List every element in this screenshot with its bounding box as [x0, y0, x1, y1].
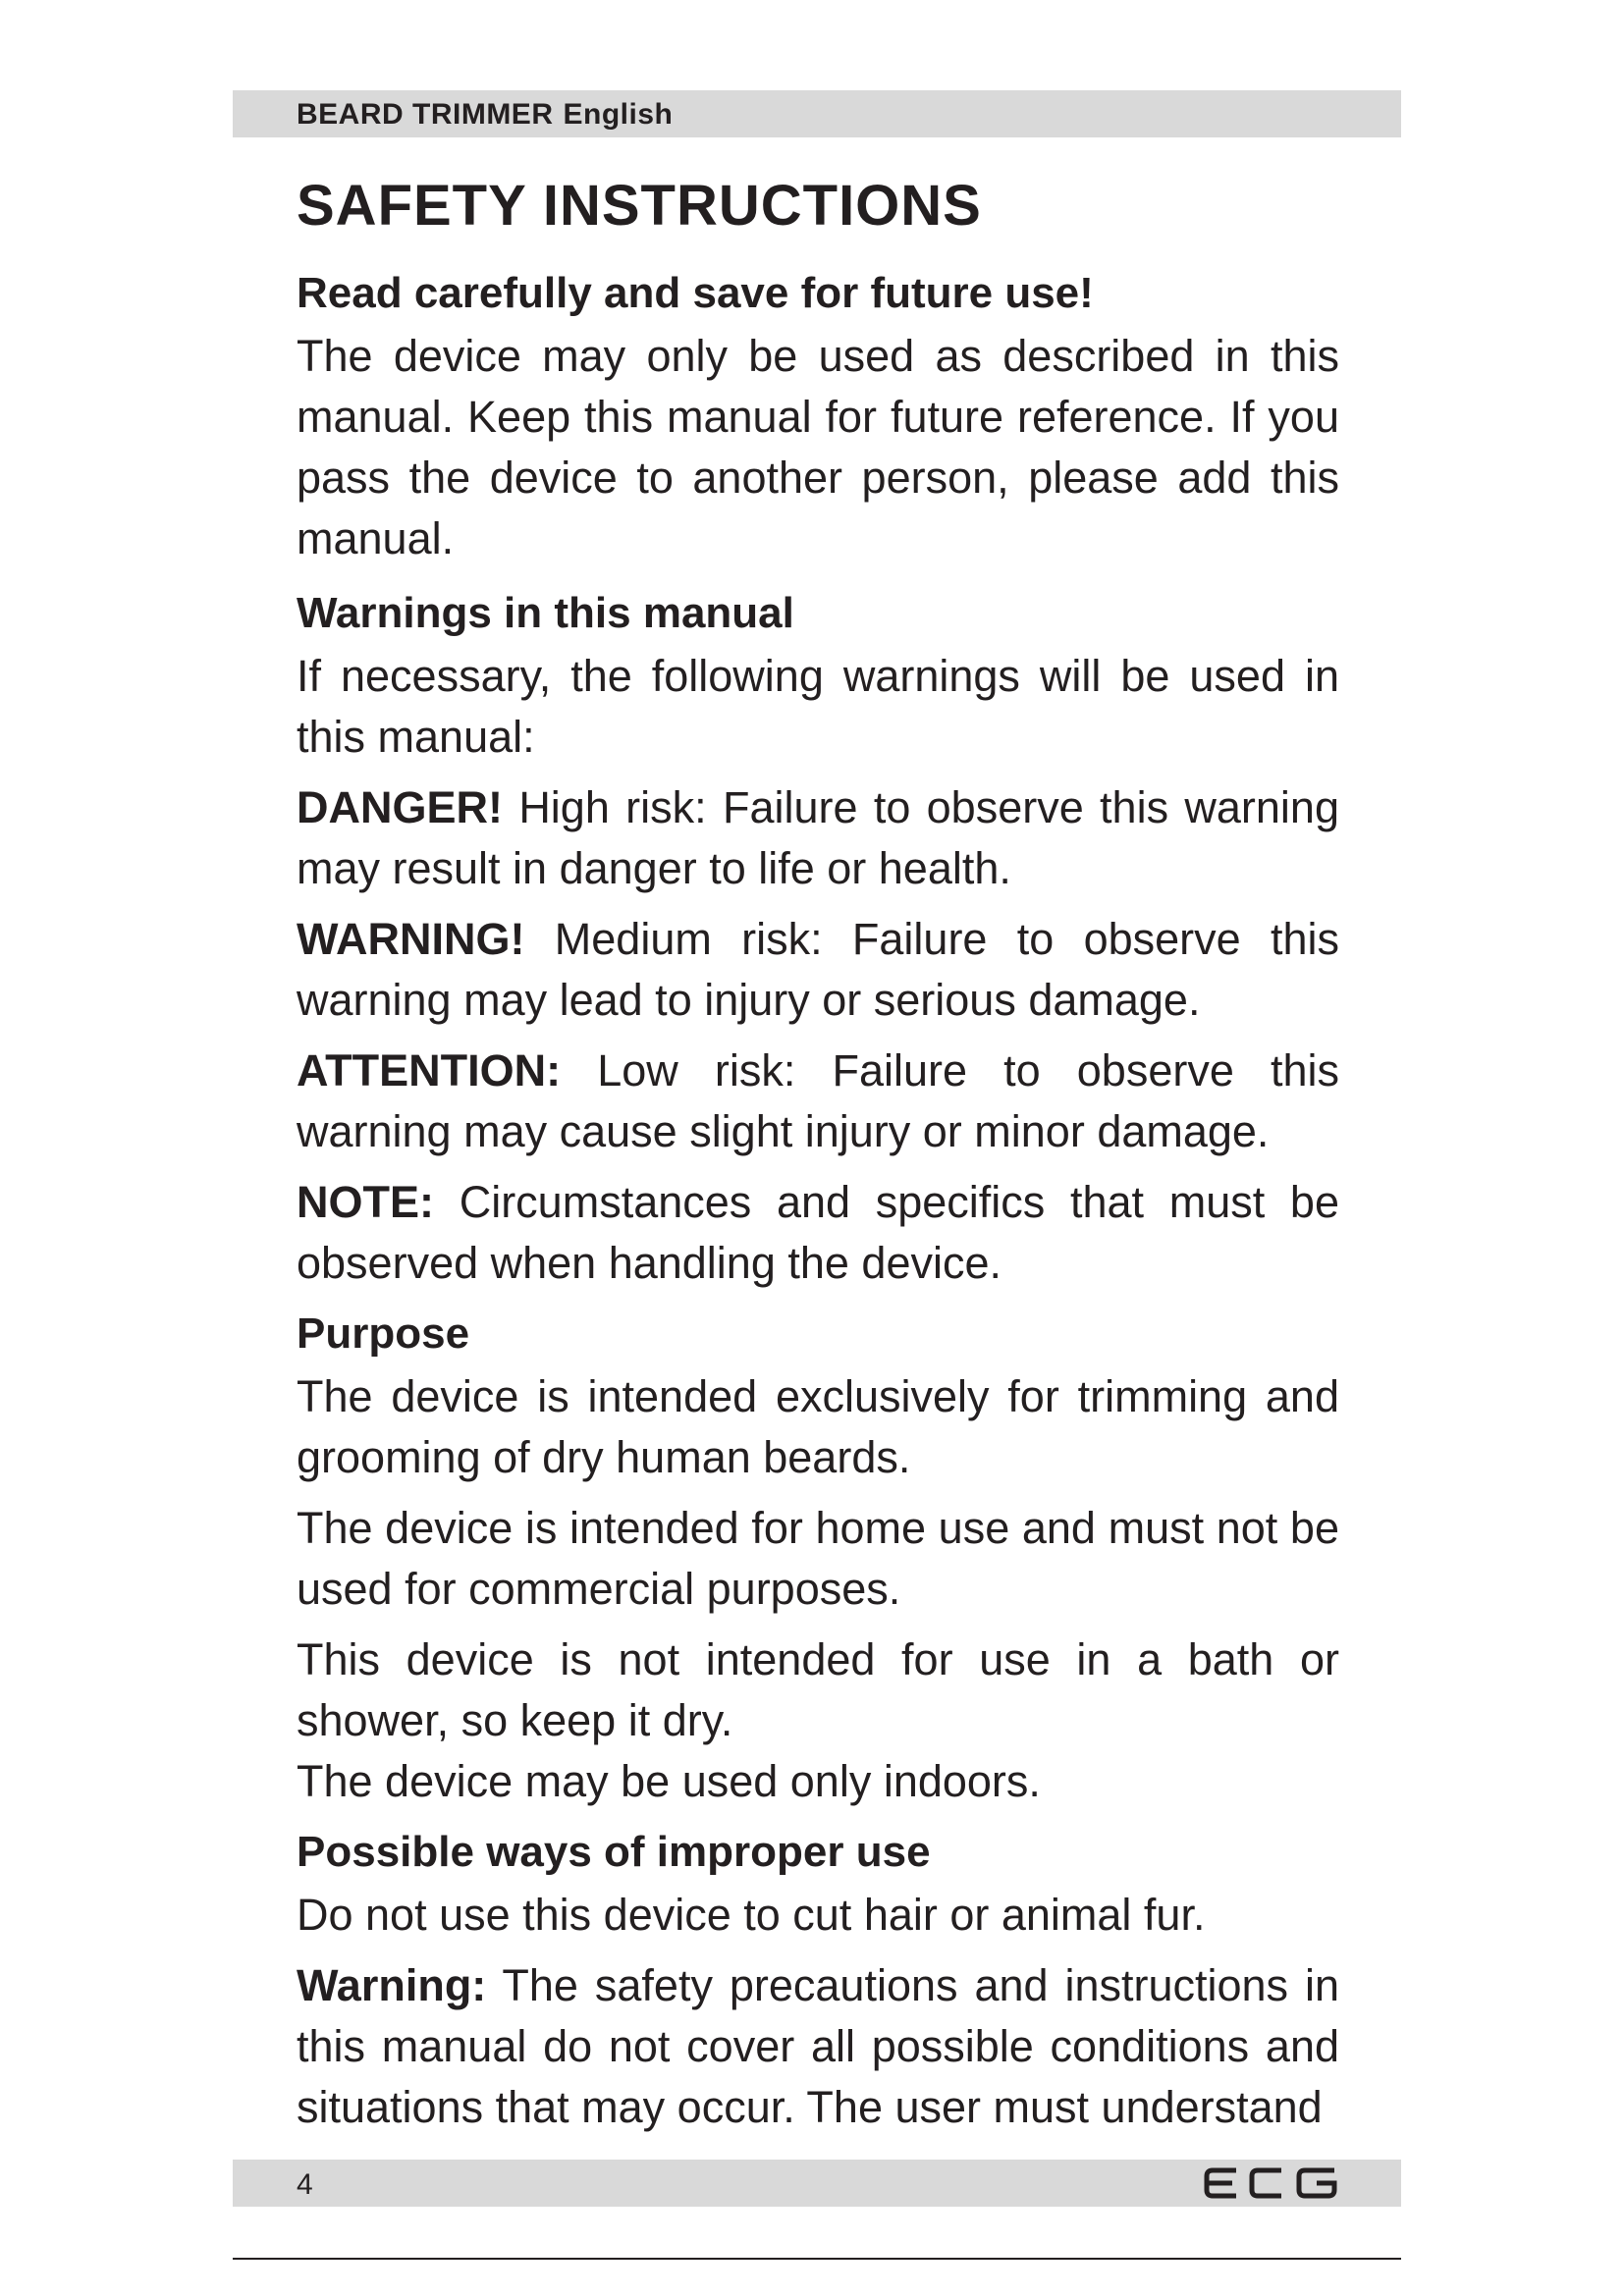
- improper-use-warning: [297, 1955, 1339, 2138]
- header-product: BEARD TRIMMER: [297, 98, 554, 131]
- warning-label: DANGER!: [297, 782, 503, 832]
- warning-text: High risk: Failure to observe this warning may result in danger to life or health.: [297, 782, 1339, 893]
- warning-item-note: [297, 1172, 1339, 1294]
- warning-label: NOTE:: [297, 1177, 434, 1227]
- warnings-heading: Warnings in this manual: [297, 589, 794, 637]
- page-number: 4: [297, 2168, 313, 2201]
- purpose-paragraph: The device may be used only indoors.: [297, 1756, 1041, 1806]
- warning-text: Medium risk: Failure to observe this warning may lead to injury or serious damage.: [297, 914, 1339, 1025]
- page-header: [233, 90, 1401, 137]
- warning-item-warning: [297, 909, 1339, 1031]
- improper-use-heading: Possible ways of improper use: [297, 1828, 931, 1876]
- page-footer: [233, 2160, 1401, 2207]
- warnings-intro: If necessary, the following warnings will be used in this manual:: [297, 651, 1339, 762]
- warning-label: ATTENTION:: [297, 1045, 562, 1095]
- warning-text: The safety precautions and instructions in this manual do not cover all possible conditions and situations that may occur. The user must understand: [297, 1960, 1339, 2132]
- header-language: English: [563, 98, 674, 131]
- warning-label: Warning:: [297, 1960, 487, 2010]
- purpose-paragraph: This device is not intended for use in a bath or shower, so keep it dry.: [297, 1634, 1339, 1745]
- purpose-heading: Purpose: [297, 1309, 470, 1358]
- warning-label: WARNING!: [297, 914, 525, 964]
- warning-item-attention: [297, 1041, 1339, 1162]
- intro-heading: Read carefully and save for future use!: [297, 269, 1094, 317]
- purpose-paragraph: The device is intended for home use and must not be used for commercial purposes.: [297, 1503, 1339, 1614]
- ecg-logo: [1203, 2166, 1340, 2200]
- warning-item-danger: [297, 777, 1339, 899]
- warning-text: Low risk: Failure to observe this warning may cause slight injury or minor damage.: [297, 1045, 1339, 1156]
- page-content: [297, 167, 1339, 2148]
- intro-text: The device may only be used as described in this manual. Keep this manual for future reference. If you pass the device to another person, please add this manual.: [297, 331, 1339, 563]
- bottom-rule: [233, 2258, 1401, 2260]
- warning-text: Circumstances and specifics that must be observed when handling the device.: [297, 1177, 1339, 1288]
- purpose-paragraph: The device is intended exclusively for trimming and grooming of dry human beards.: [297, 1371, 1339, 1482]
- page-title: SAFETY INSTRUCTIONS: [297, 174, 982, 238]
- improper-use-text: Do not use this device to cut hair or animal fur.: [297, 1890, 1206, 1940]
- header-label: [297, 98, 673, 132]
